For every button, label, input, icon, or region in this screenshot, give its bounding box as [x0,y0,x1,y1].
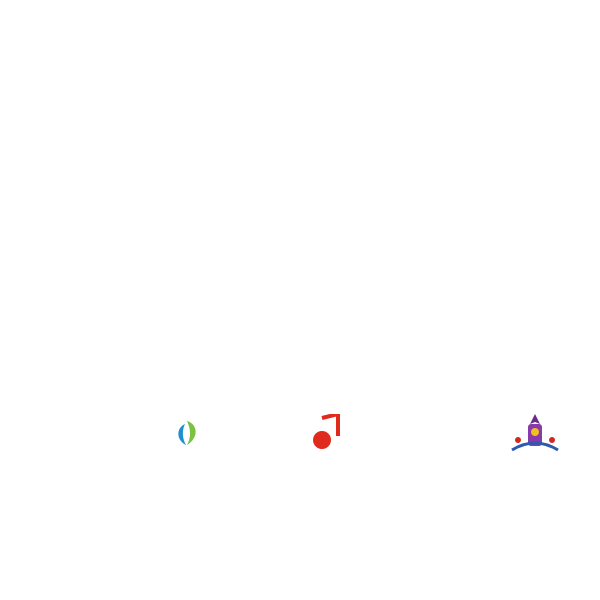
folk-ornament-top-border [0,0,600,62]
folk-ornament-bottom-border [0,538,600,600]
album-titles [76,64,496,66]
compact-disc-logo [512,68,570,124]
music-note-icon [312,414,340,450]
folk-ornament-left-border [0,62,70,538]
naturamed-leaf-icon [172,418,202,448]
slovenske-nebo-emblem-icon [502,410,568,458]
sponsor-logos [72,410,572,470]
slovenske-nebo-logo [502,410,568,468]
tracklist-right-column [330,137,568,147]
